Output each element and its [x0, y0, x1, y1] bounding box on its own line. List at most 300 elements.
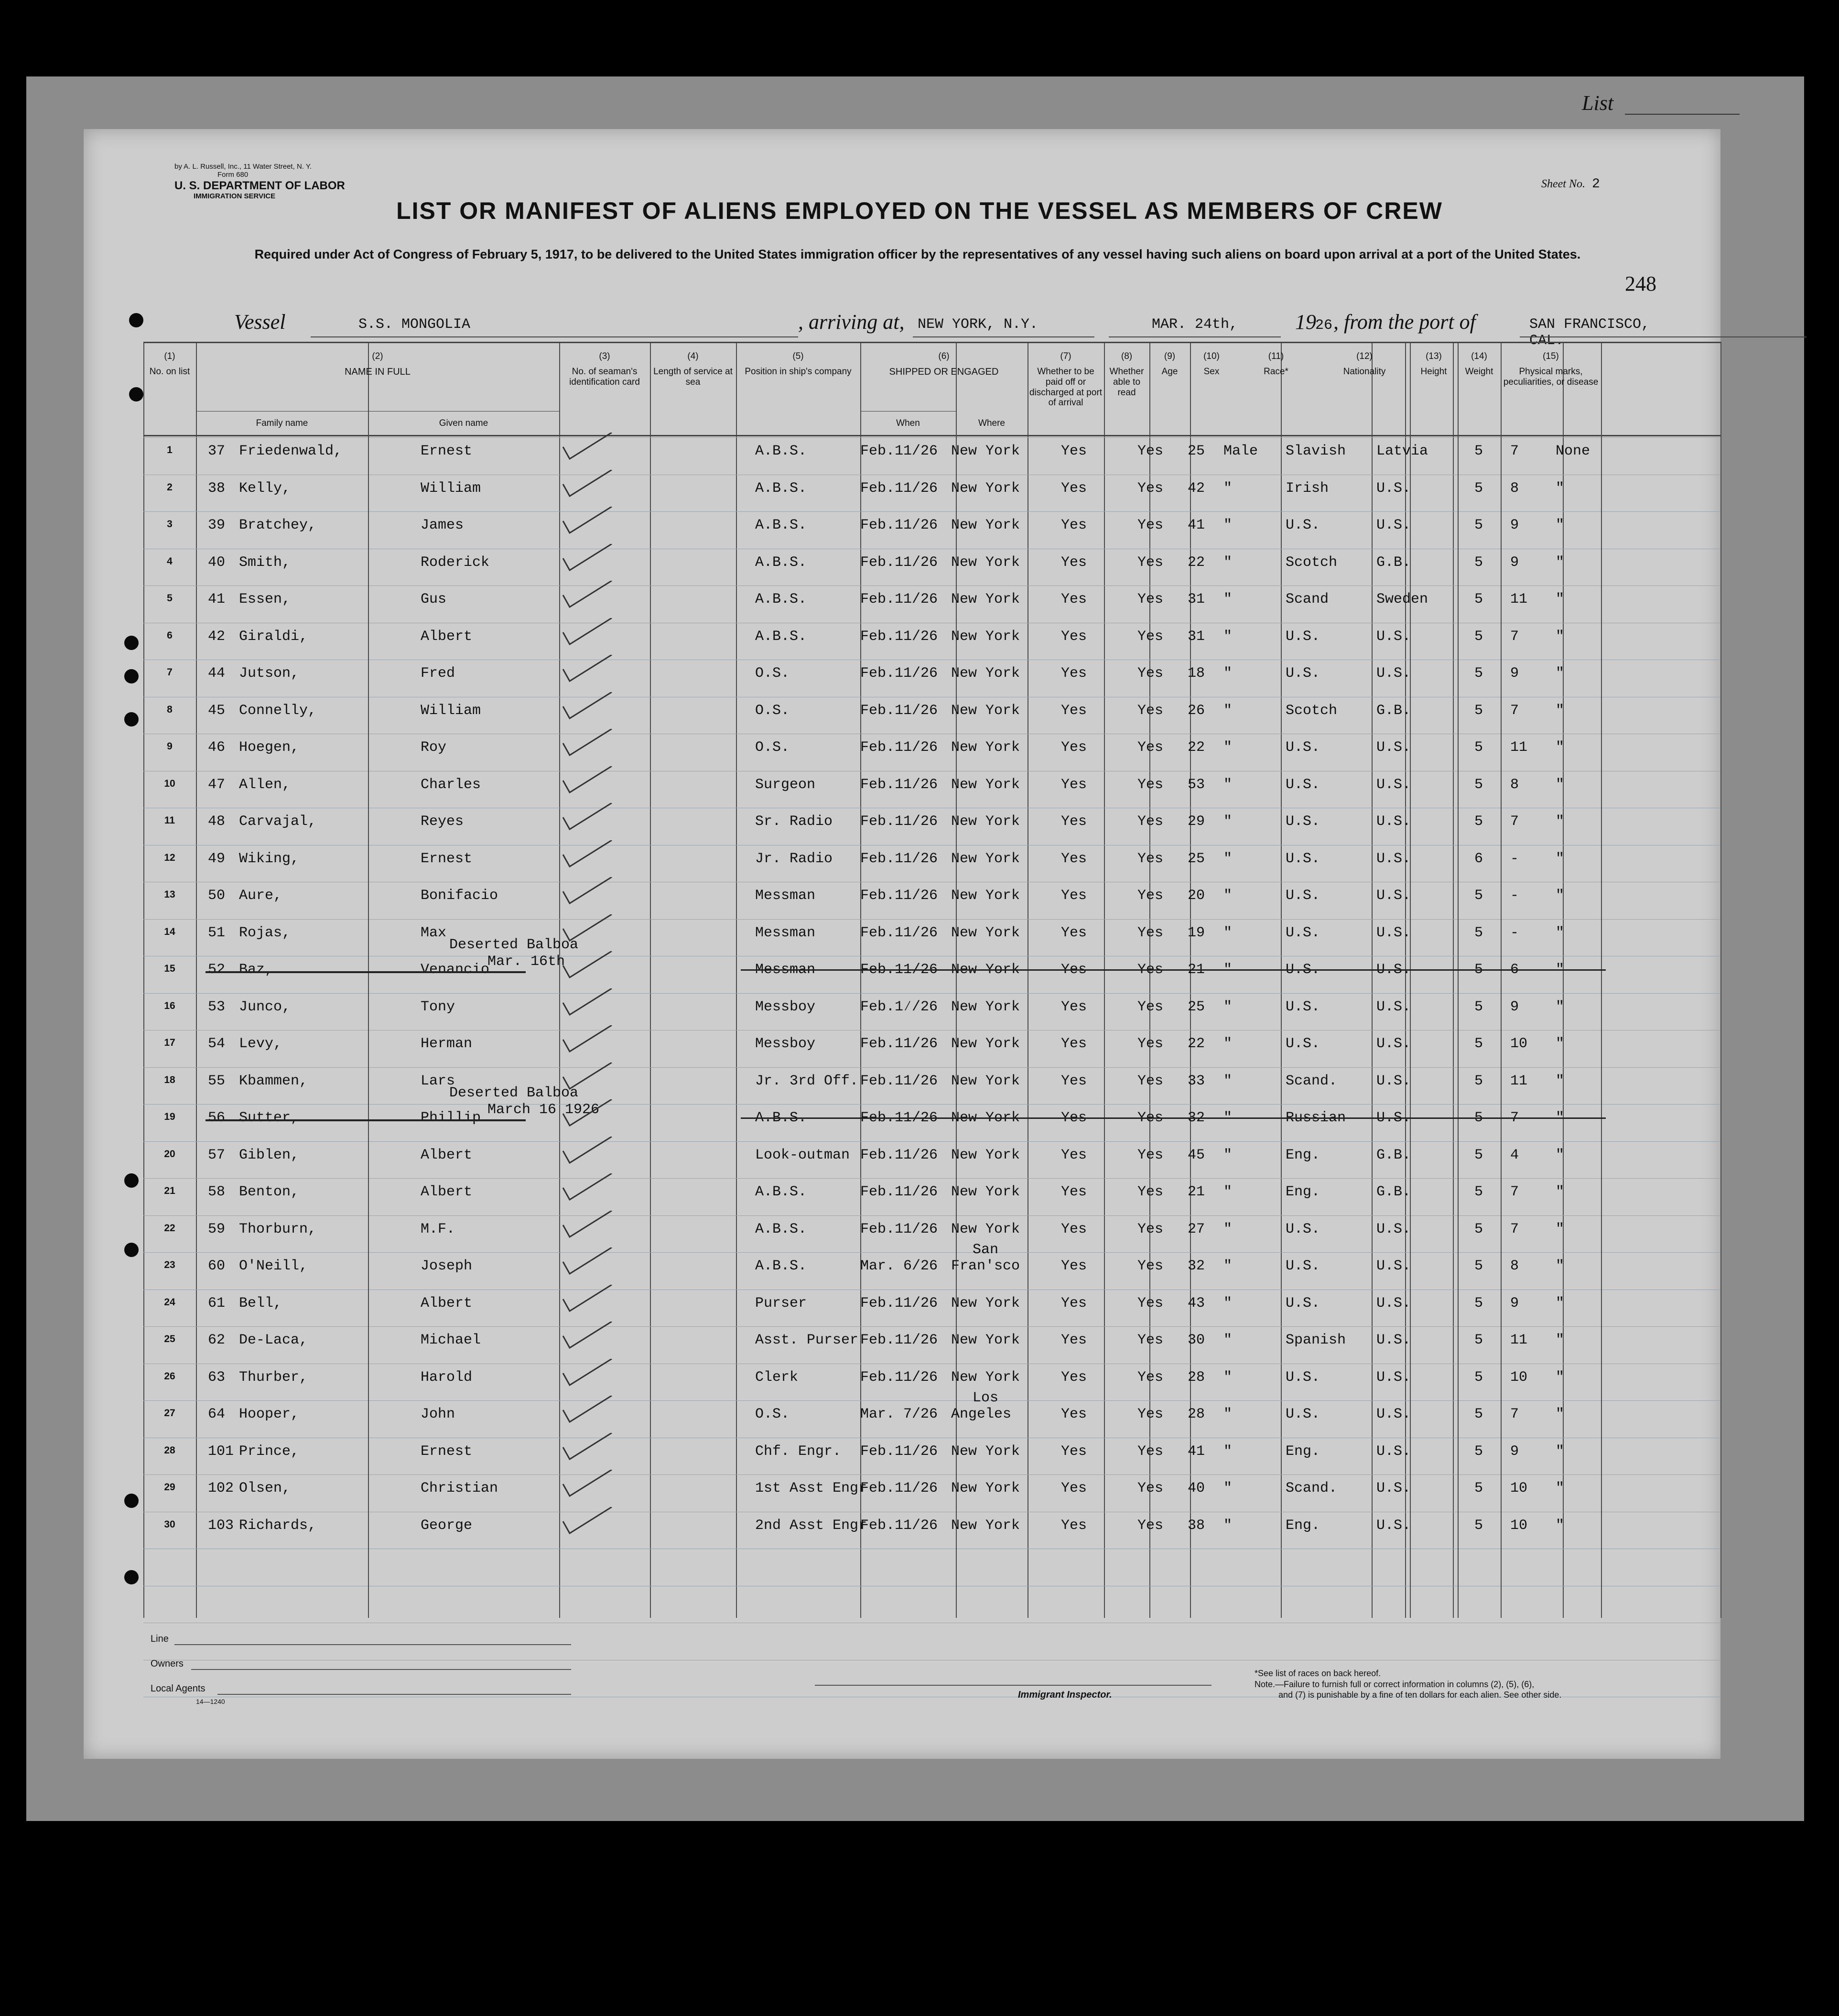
cell-paid: Yes [1061, 1073, 1087, 1089]
sheet-value: 2 [1591, 177, 1600, 192]
cell-when: Feb.1⁄/26 [860, 998, 938, 1015]
cell-weight: 6 [1510, 962, 1519, 978]
list-underline [1625, 114, 1740, 115]
cell-age: 33 [1188, 1073, 1205, 1089]
cell-marks: " [1556, 665, 1565, 682]
cell-family: Benton, [239, 1184, 300, 1200]
cell-list: 49 [208, 850, 226, 867]
cell-weight: 8 [1510, 1258, 1519, 1274]
cell-family: Kelly, [239, 480, 291, 497]
cell-nat: U.S. [1376, 776, 1411, 793]
cell-family: Aure, [239, 888, 282, 904]
cell-age: 21 [1188, 1184, 1205, 1200]
cell-marks: " [1556, 1221, 1565, 1237]
cell-position: Sr. Radio [755, 813, 833, 830]
check-mark [559, 1507, 617, 1536]
cell-where: Fran'sco [951, 1258, 1020, 1274]
cell-read: Yes [1137, 962, 1164, 978]
cell-race: Spanish [1286, 1332, 1346, 1348]
row-number: 21 [164, 1185, 175, 1196]
cell-where: New York [951, 1295, 1020, 1311]
cell-race: Irish [1286, 480, 1329, 497]
line-field [174, 1644, 571, 1645]
cell-read: Yes [1137, 776, 1164, 793]
cell-list: 47 [208, 776, 226, 793]
cell-age: 40 [1188, 1480, 1205, 1496]
cell-race: Scand. [1286, 1480, 1338, 1496]
cell-age: 30 [1188, 1332, 1205, 1348]
cell-position: O.S. [755, 665, 790, 682]
row-number: 16 [164, 1000, 175, 1011]
cell-list: 52 [208, 962, 226, 978]
cell-family: Richards, [239, 1517, 317, 1534]
column-label: Nationality [1343, 366, 1386, 377]
cell-sex: " [1223, 1184, 1233, 1200]
cell-when: Feb.11/26 [860, 1184, 938, 1200]
cell-sex: " [1223, 665, 1233, 682]
cell-age: 22 [1188, 739, 1205, 756]
strike-through-name [206, 1119, 526, 1121]
cell-race: U.S. [1286, 850, 1320, 867]
cell-family: Thurber, [239, 1369, 308, 1386]
cell-when: Feb.11/26 [860, 1480, 938, 1496]
cell-list: 58 [208, 1184, 226, 1200]
cell-sex: " [1223, 924, 1233, 941]
cell-where: New York [951, 1036, 1020, 1052]
cell-nat: U.S. [1376, 1443, 1411, 1460]
cell-read: Yes [1137, 1369, 1164, 1386]
year-prefix: 19 [1295, 310, 1316, 334]
cell-given: Venancio [421, 962, 490, 978]
row-rule [143, 511, 1720, 512]
cell-weight: - [1510, 850, 1519, 867]
cell-nat: U.S. [1376, 813, 1411, 830]
cell-sex: " [1223, 1147, 1233, 1163]
column-rule [736, 342, 737, 1618]
row-rule [143, 1215, 1720, 1216]
cell-marks: " [1556, 702, 1565, 719]
cell-weight: 7 [1510, 443, 1519, 459]
column-label: Sex [1203, 366, 1220, 377]
cell-race: Scand [1286, 591, 1329, 607]
cell-family: Prince, [239, 1443, 300, 1460]
row-number: 29 [164, 1482, 175, 1493]
cell-race: Eng. [1286, 1517, 1320, 1534]
cell-when: Feb.11/26 [860, 962, 938, 978]
vessel-label: Vessel [234, 310, 286, 334]
cell-height: 5 [1474, 1036, 1483, 1052]
cell-height: 5 [1474, 1147, 1483, 1163]
cell-weight: 11 [1510, 1073, 1528, 1089]
column-number: (10) [1203, 351, 1220, 361]
cell-height: 5 [1474, 1332, 1483, 1348]
strike-through-row [741, 1117, 1606, 1119]
cell-race: Eng. [1286, 1443, 1320, 1460]
cell-nat: G.B. [1376, 1184, 1411, 1200]
cell-where: New York [951, 1221, 1020, 1237]
cell-when: Feb.11/26 [860, 591, 938, 607]
shipped-subheader-rule [860, 411, 956, 412]
cell-marks: " [1556, 813, 1565, 830]
cell-family: Hoegen, [239, 739, 300, 756]
cell-position: Chf. Engr. [755, 1443, 842, 1460]
check-mark [559, 1396, 617, 1424]
cell-age: 25 [1188, 443, 1205, 459]
column-label: Position in ship's company [745, 366, 852, 377]
footer-notes [1255, 1668, 1561, 1701]
cell-marks: " [1556, 1147, 1565, 1163]
cell-nat: U.S. [1376, 1110, 1411, 1126]
cell-given: James [421, 517, 464, 533]
cell-where-upper: Los [973, 1390, 999, 1406]
strike-through-row [741, 969, 1606, 971]
cell-weight: 9 [1510, 517, 1519, 533]
from-port: SAN FRANCISCO, CAL. [1529, 316, 1650, 349]
cell-read: Yes [1137, 591, 1164, 607]
cell-when: Feb.11/26 [860, 1443, 938, 1460]
column-number: (8) [1121, 351, 1133, 361]
cell-when: Mar. 7/26 [860, 1406, 938, 1422]
vessel-line [234, 310, 1677, 349]
cell-marks: " [1556, 1110, 1565, 1126]
check-mark [559, 581, 617, 609]
cell-family: Smith, [239, 554, 291, 571]
cell-weight: 10 [1510, 1369, 1528, 1386]
cell-race: Scotch [1286, 702, 1338, 719]
cell-paid: Yes [1061, 1184, 1087, 1200]
cell-paid: Yes [1061, 1443, 1087, 1460]
cell-sex: " [1223, 739, 1233, 756]
cell-paid: Yes [1061, 813, 1087, 830]
cell-given: Phillip [421, 1110, 481, 1126]
cell-when: Feb.11/26 [860, 480, 938, 497]
arrival-date: MAR. 24th, [1152, 316, 1238, 333]
column-rule [1453, 342, 1454, 1618]
cell-sex: " [1223, 1258, 1233, 1274]
cell-race: Slavish [1286, 443, 1346, 459]
row-rule [143, 585, 1720, 586]
column-header [143, 351, 196, 377]
cell-race: U.S. [1286, 628, 1320, 645]
cell-nat: U.S. [1376, 998, 1411, 1015]
cell-read: Yes [1137, 998, 1164, 1015]
cell-position: Messman [755, 924, 816, 941]
cell-marks: " [1556, 924, 1565, 941]
cell-marks: " [1556, 1258, 1565, 1274]
row-number: 14 [164, 926, 175, 937]
cell-age: 29 [1188, 813, 1205, 830]
cell-position: Messman [755, 888, 816, 904]
cell-age: 27 [1188, 1221, 1205, 1237]
column-label: Height [1420, 366, 1447, 377]
column-header [860, 351, 1028, 378]
cell-weight: 7 [1510, 1184, 1519, 1200]
row-number: 20 [164, 1148, 175, 1160]
cell-list: 55 [208, 1073, 226, 1089]
cell-when: Feb.11/26 [860, 443, 938, 459]
cell-paid: Yes [1061, 1258, 1087, 1274]
cell-race: U.S. [1286, 665, 1320, 682]
cell-weight: 10 [1510, 1517, 1528, 1534]
column-header [1501, 351, 1601, 388]
cell-given: Ernest [421, 443, 473, 459]
cell-marks: " [1556, 1332, 1565, 1348]
cell-read: Yes [1137, 1147, 1164, 1163]
cell-height: 6 [1474, 850, 1483, 867]
cell-where: New York [951, 1332, 1020, 1348]
cell-position: Messboy [755, 998, 816, 1015]
cell-where: New York [951, 1073, 1020, 1089]
cell-when: Feb.11/26 [860, 888, 938, 904]
cell-list: 59 [208, 1221, 226, 1237]
name-subheader-rule [196, 411, 559, 412]
cell-where: New York [951, 554, 1020, 571]
cell-race: U.S. [1286, 888, 1320, 904]
cell-given: Tony [421, 998, 455, 1015]
cell-race: Russian [1286, 1110, 1346, 1126]
cell-paid: Yes [1061, 924, 1087, 941]
cell-sex: " [1223, 1332, 1233, 1348]
cell-where: New York [951, 1184, 1020, 1200]
column-header [1104, 351, 1149, 398]
check-mark [559, 544, 617, 573]
agents-field [217, 1694, 571, 1695]
cell-marks: None [1556, 443, 1590, 459]
cell-paid: Yes [1061, 962, 1087, 978]
row-rule [143, 919, 1720, 920]
cell-when: Feb.11/26 [860, 1369, 938, 1386]
cell-paid: Yes [1061, 628, 1087, 645]
owners-label: Owners [151, 1658, 184, 1669]
column-header [1410, 351, 1458, 377]
row-number: 19 [164, 1111, 175, 1122]
check-mark [559, 1099, 617, 1128]
cell-list: 64 [208, 1406, 226, 1422]
cell-height: 5 [1474, 1258, 1483, 1274]
column-label: No. on list [149, 366, 190, 377]
cell-height: 5 [1474, 665, 1483, 682]
column-number: (5) [792, 351, 804, 361]
check-mark [559, 1211, 617, 1239]
column-rule [1501, 342, 1502, 1618]
cell-read: Yes [1137, 888, 1164, 904]
cell-weight: 11 [1510, 1332, 1528, 1348]
column-label: No. of seaman's identification card [569, 366, 640, 387]
row-number: 24 [164, 1296, 175, 1308]
cell-height: 5 [1474, 739, 1483, 756]
cell-position: O.S. [755, 702, 790, 719]
cell-weight: 9 [1510, 554, 1519, 571]
cell-when: Feb.11/26 [860, 924, 938, 941]
cell-nat: U.S. [1376, 480, 1411, 497]
cell-height: 5 [1474, 443, 1483, 459]
cell-paid: Yes [1061, 1332, 1087, 1348]
row-rule [143, 993, 1720, 994]
cell-position: Messboy [755, 1036, 816, 1052]
cell-family: Junco, [239, 998, 291, 1015]
punch-hole [129, 387, 143, 401]
cell-when: Feb.11/26 [860, 1073, 938, 1089]
cell-weight: - [1510, 924, 1519, 941]
row-number: 4 [167, 555, 173, 567]
cell-position: Jr. Radio [755, 850, 833, 867]
row-rule [143, 1104, 1720, 1105]
cell-sex: " [1223, 1406, 1233, 1422]
cell-nat: U.S. [1376, 1258, 1411, 1274]
row-number: 22 [164, 1222, 175, 1234]
desertion-date: March 16 1926 [487, 1102, 600, 1118]
subheader-where: Where [978, 418, 1005, 428]
cell-sex: " [1223, 554, 1233, 571]
cell-list: 57 [208, 1147, 226, 1163]
check-mark [559, 729, 617, 758]
cell-given: William [421, 702, 481, 719]
cell-list: 37 [208, 443, 226, 459]
cell-read: Yes [1137, 1258, 1164, 1274]
cell-weight: - [1510, 888, 1519, 904]
cell-race: Eng. [1286, 1147, 1320, 1163]
desertion-note: Deserted Balboa [449, 937, 579, 953]
cell-when: Feb.11/26 [860, 813, 938, 830]
cell-read: Yes [1137, 1110, 1164, 1126]
vessel-name: S.S. MONGOLIA [358, 316, 471, 333]
cell-position: Asst. Purser [755, 1332, 859, 1348]
cell-given: Gus [421, 591, 447, 607]
cell-where: New York [951, 591, 1020, 607]
stamp-number: 248 [1625, 272, 1656, 295]
cell-where: New York [951, 1369, 1020, 1386]
cell-given: Albert [421, 1147, 473, 1163]
cell-list: 42 [208, 628, 226, 645]
cell-where: Angeles [951, 1406, 1012, 1422]
cell-marks: " [1556, 739, 1565, 756]
cell-position: O.S. [755, 1406, 790, 1422]
cell-when: Feb.11/26 [860, 850, 938, 867]
check-mark [559, 1137, 617, 1165]
cell-position: A.B.S. [755, 1221, 807, 1237]
column-header [1319, 351, 1410, 377]
cell-position: Look-outman [755, 1147, 850, 1163]
cell-nat: U.S. [1376, 1480, 1411, 1496]
cell-given: Bonifacio [421, 888, 498, 904]
cell-race: U.S. [1286, 1369, 1320, 1386]
arriving-label: , arriving at, [798, 310, 905, 334]
cell-read: Yes [1137, 1073, 1164, 1089]
cell-paid: Yes [1061, 1369, 1087, 1386]
cell-sex: " [1223, 517, 1233, 533]
row-number: 2 [167, 481, 173, 493]
cell-paid: Yes [1061, 480, 1087, 497]
row-number: 25 [164, 1333, 175, 1344]
cell-sex: " [1223, 1036, 1233, 1052]
cell-position: Jr. 3rd Off. [755, 1073, 859, 1089]
cell-height: 5 [1474, 1443, 1483, 1460]
cell-paid: Yes [1061, 591, 1087, 607]
check-mark [559, 692, 617, 721]
cell-list: 101 [208, 1443, 234, 1460]
punch-hole [124, 636, 139, 650]
cell-paid: Yes [1061, 1480, 1087, 1496]
cell-list: 48 [208, 813, 226, 830]
cell-weight: 9 [1510, 1443, 1519, 1460]
column-number: (1) [164, 351, 175, 361]
cell-marks: " [1556, 1406, 1565, 1422]
cell-marks: " [1556, 1036, 1565, 1052]
cell-race: Eng. [1286, 1184, 1320, 1200]
row-number: 5 [167, 593, 173, 604]
cell-position: A.B.S. [755, 1258, 807, 1274]
check-mark [559, 655, 617, 683]
column-label: Age [1161, 366, 1178, 377]
cell-paid: Yes [1061, 1147, 1087, 1163]
column-header [1028, 351, 1104, 408]
cell-position: O.S. [755, 739, 790, 756]
cell-list: 53 [208, 998, 226, 1015]
row-number: 30 [164, 1518, 175, 1530]
row-rule [143, 1178, 1720, 1179]
cell-weight: 11 [1510, 591, 1528, 607]
cell-family: Hooper, [239, 1406, 300, 1422]
page-title: LIST OR MANIFEST OF ALIENS EMPLOYED ON THE VESSEL AS MEMBERS OF CREW [396, 197, 1443, 224]
from-underline [1520, 336, 1807, 337]
cell-list: 61 [208, 1295, 226, 1311]
cell-read: Yes [1137, 1221, 1164, 1237]
cell-where: New York [951, 962, 1020, 978]
cell-paid: Yes [1061, 1221, 1087, 1237]
cell-family: Kbammen, [239, 1073, 308, 1089]
cell-given: Joseph [421, 1258, 473, 1274]
cell-weight: 4 [1510, 1147, 1519, 1163]
from-label: , from the port of [1333, 310, 1476, 334]
cell-marks: " [1556, 554, 1565, 571]
cell-nat: U.S. [1376, 1073, 1411, 1089]
row-number: 26 [164, 1370, 175, 1382]
cell-read: Yes [1137, 554, 1164, 571]
cell-nat: G.B. [1376, 554, 1411, 571]
row-number: 9 [167, 741, 173, 752]
cell-height: 5 [1474, 591, 1483, 607]
cell-marks: " [1556, 517, 1565, 533]
cell-weight: 7 [1510, 1110, 1519, 1126]
cell-race: U.S. [1286, 1295, 1320, 1311]
cell-family: Sutter, [239, 1110, 300, 1126]
check-mark [559, 988, 617, 1017]
form-number: Form 680 [217, 171, 249, 179]
cell-when: Feb.11/26 [860, 1221, 938, 1237]
column-number: (13) [1426, 351, 1442, 361]
column-label: Physical marks, peculiarities, or disease [1503, 366, 1599, 387]
cell-weight: 7 [1510, 628, 1519, 645]
cell-paid: Yes [1061, 888, 1087, 904]
check-mark [559, 1359, 617, 1387]
cell-family: Essen, [239, 591, 291, 607]
cell-marks: " [1556, 1480, 1565, 1496]
cell-given: Roderick [421, 554, 490, 571]
column-number: (14) [1471, 351, 1487, 361]
cell-given: M.F. [421, 1221, 455, 1237]
cell-weight: 7 [1510, 1221, 1519, 1237]
cell-marks: " [1556, 1184, 1565, 1200]
cell-age: 45 [1188, 1147, 1205, 1163]
cell-marks: " [1556, 480, 1565, 497]
cell-age: 32 [1188, 1258, 1205, 1274]
date-underline [1109, 336, 1281, 337]
cell-age: 43 [1188, 1295, 1205, 1311]
column-number: (2) [372, 351, 383, 361]
cell-list: 103 [208, 1517, 234, 1534]
cell-when: Feb.11/26 [860, 702, 938, 719]
check-mark [559, 877, 617, 906]
